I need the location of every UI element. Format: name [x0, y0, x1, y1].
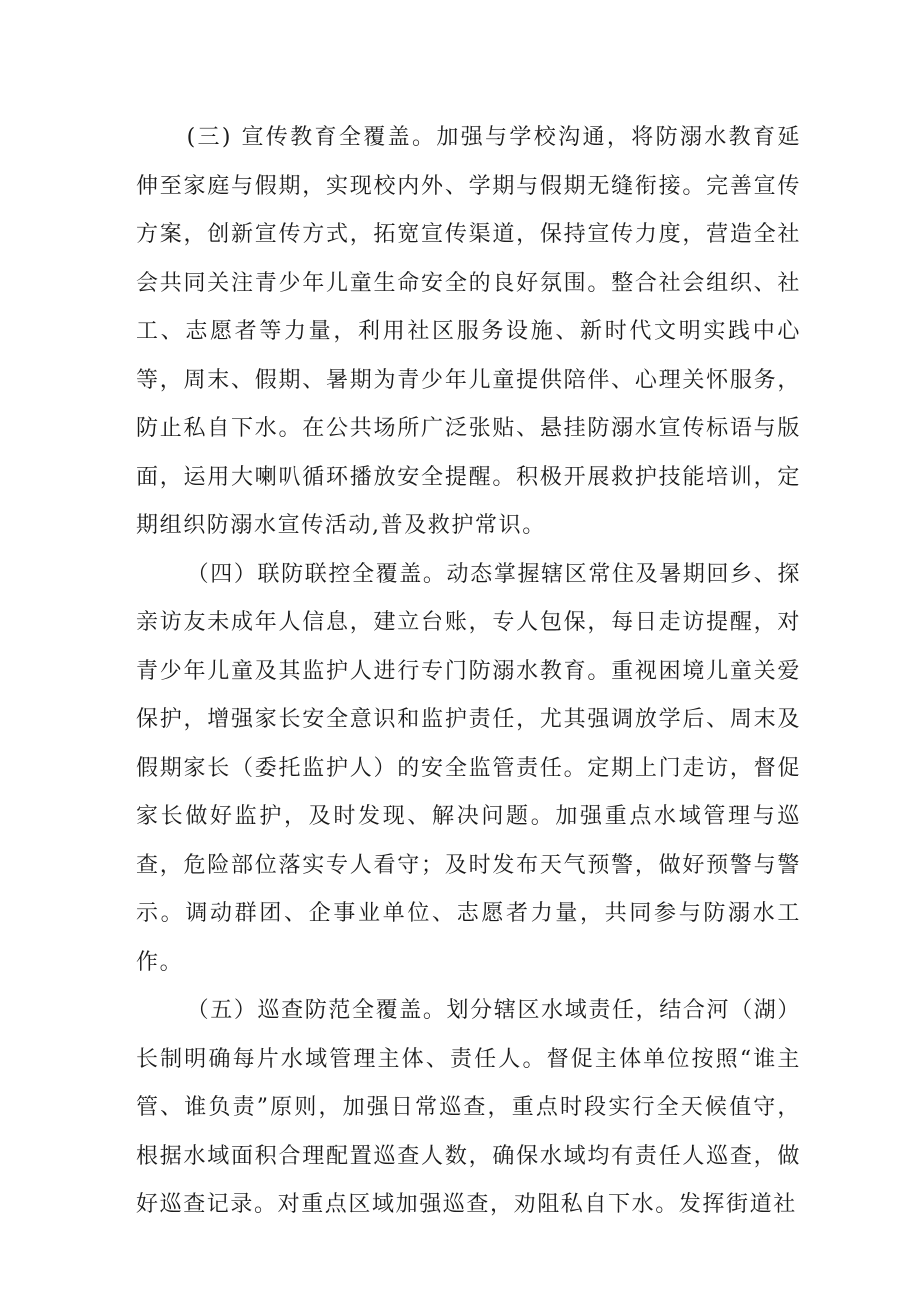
- paragraph-section-4: [136, 551, 801, 988]
- section-5-text: 巡查防范全覆盖。划分辖区水域责任，结合河（湖）长制明确每片水域管理主体、责任人。督促主体单位按照“谁主管、谁负责”原则，加强日常巡查，重点时段实行全天候值守，根据水域面积合理配置巡查人数，确保水域均有责任人巡查，做好巡查记录。对重点区域加强巡查，劝阻私自下水。发挥街道社: [136, 998, 801, 1217]
- paragraph-section-5: [136, 987, 801, 1230]
- section-5-heading: （五）: [186, 998, 258, 1023]
- section-3-text: 宣传教育全覆盖。加强与学校沟通，将防溺水教育延伸至家庭与假期，实现校内外、学期与假期无缝衔接。完善宣传方案，创新宣传方式，拓宽宣传渠道，保持宣传力度，营造全社会共同关注青少年儿童生命安全的良好氛围。整合社会组织、社工、志愿者等力量，利用社区服务设施、新时代文明实践中心等，周末、假期、暑期为青少年儿童提供陪伴、心理关怀服务，防止私自下水。在公共场所广泛张贴、悬挂防溺水宣传标语与版面，运用大喇叭循环播放安全提醒。积极开展救护技能培训，定期组织防溺水宣传活动,普及救护常识。: [136, 125, 801, 538]
- section-4-text: 联防联控全覆盖。动态掌握辖区常住及暑期回乡、探亲访友未成年人信息，建立台账，专人包保，每日走访提醒，对青少年儿童及其监护人进行专门防溺水教育。重视困境儿童关爱保护，增强家长安全意识和监护责任，尤其强调放学后、周末及假期家长（委托监护人）的安全监管责任。定期上门走访，督促家长做好监护，及时发现、解决问题。加强重点水域管理与巡查，危险部位落实专人看守；及时发布天气预警，做好预警与警示。调动群团、企事业单位、志愿者力量，共同参与防溺水工作。: [136, 561, 801, 975]
- section-4-heading: （四）: [186, 561, 258, 587]
- document-body: [136, 114, 801, 1230]
- section-3-heading: (三): [186, 125, 233, 150]
- paragraph-section-3: [136, 114, 801, 551]
